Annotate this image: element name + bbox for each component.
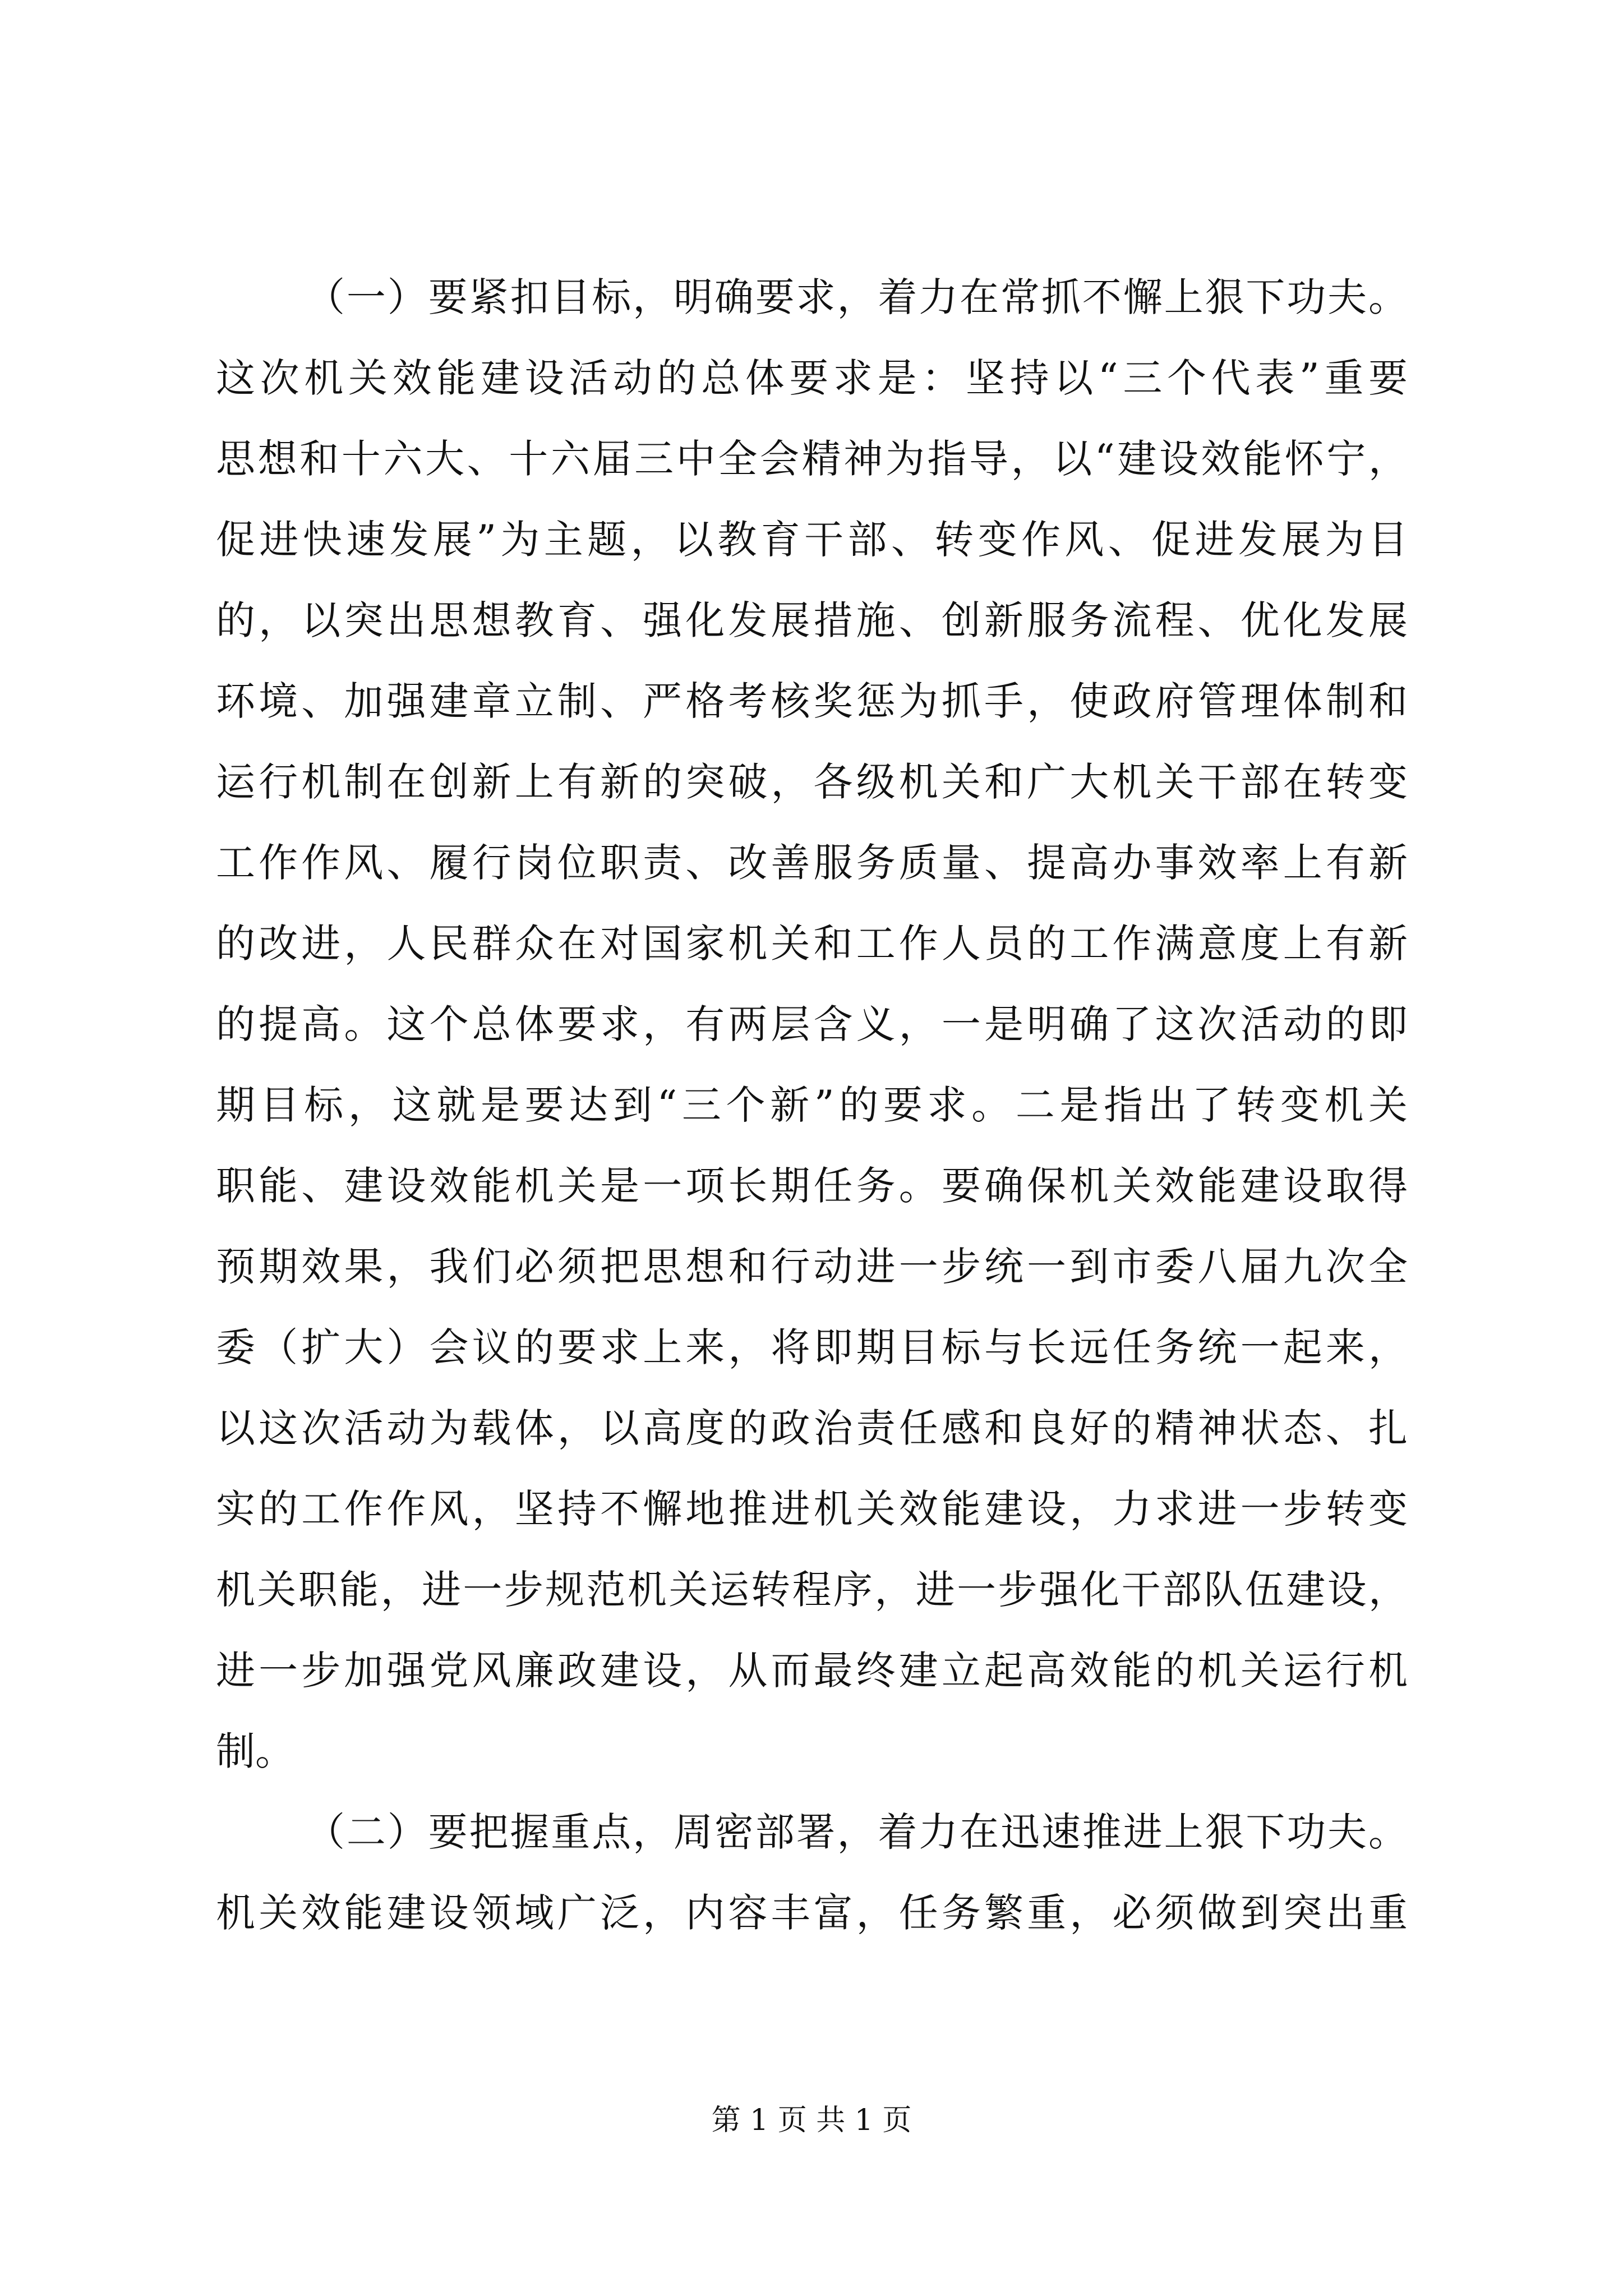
paragraph-1-line-1: （一）要紧扣目标，明确要求，着力在常抓不懈上狠下功夫。 (306, 274, 1408, 320)
paragraph-1-line-3: 思想和十六大、十六届三中全会精神为指导，以“建设效能怀宁， (216, 436, 1408, 482)
paragraph-1-line-18: 进一步加强党风廉政建设，从而最终建立起高效能的机关运行机 (216, 1648, 1408, 1694)
paragraph-1-line-7: 运行机制在创新上有新的突破，各级机关和广大机关干部在转变 (216, 759, 1408, 805)
paragraph-1-line-17: 机关职能，进一步规范机关运转程序，进一步强化干部队伍建设， (216, 1567, 1408, 1613)
paragraph-1-line-10: 的提高。这个总体要求，有两层含义，一是明确了这次活动的即 (216, 1001, 1408, 1047)
paragraph-1-line-14: 委（扩大）会议的要求上来，将即期目标与长远任务统一起来， (216, 1324, 1408, 1370)
paragraph-1-line-5: 的，以突出思想教育、强化发展措施、创新服务流程、优化发展 (216, 597, 1408, 643)
document-body (216, 257, 1408, 1953)
paragraph-1-line-12: 职能、建设效能机关是一项长期任务。要确保机关效能建设取得 (216, 1163, 1408, 1209)
paragraph-1-line-19: 制。 (216, 1728, 294, 1774)
paragraph-1-line-2: 这次机关效能建设活动的总体要求是：坚持以“三个代表”重要 (216, 355, 1408, 401)
paragraph-1-line-9: 的改进，人民群众在对国家机关和工作人员的工作满意度上有新 (216, 921, 1408, 967)
paragraph-1-line-15: 以这次活动为载体，以高度的政治责任感和良好的精神状态、扎 (216, 1405, 1408, 1451)
paragraph-1-line-4: 促进快速发展”为主题，以教育干部、转变作风、促进发展为目 (216, 517, 1408, 563)
paragraph-1-line-8: 工作作风、履行岗位职责、改善服务质量、提高办事效率上有新 (216, 840, 1408, 886)
page-number-footer: 第 1 页 共 1 页 (711, 2104, 912, 2137)
paragraph-2-line-1: （二）要把握重点，周密部署，着力在迅速推进上狠下功夫。 (306, 1809, 1408, 1855)
paragraph-1-line-16: 实的工作作风，坚持不懈地推进机关效能建设，力求进一步转变 (216, 1486, 1408, 1532)
paragraph-2-line-2: 机关效能建设领域广泛，内容丰富，任务繁重，必须做到突出重 (216, 1890, 1408, 1936)
paragraph-1-line-11: 期目标，这就是要达到“三个新”的要求。二是指出了转变机关 (216, 1082, 1408, 1128)
paragraph-1-line-13: 预期效果，我们必须把思想和行动进一步统一到市委八届九次全 (216, 1244, 1408, 1290)
paragraph-1-line-6: 环境、加强建章立制、严格考核奖惩为抓手，使政府管理体制和 (216, 678, 1408, 724)
